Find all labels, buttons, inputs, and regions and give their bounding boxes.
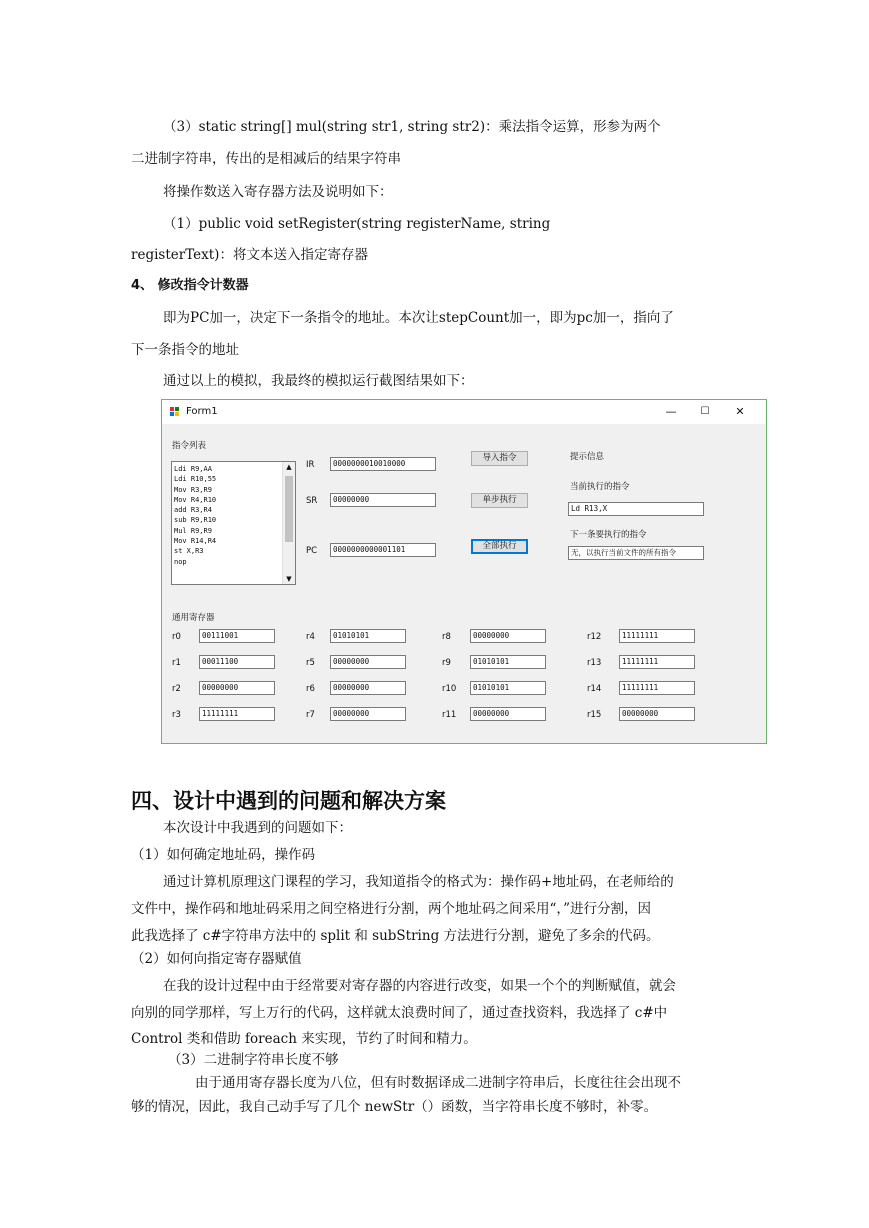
subheading-pc: 4、 修改指令计数器 [131,278,249,293]
answer-1-line-2: 文件中，操作码和地址码采用之间空格进行分割，两个地址码之间采用“，”进行分割，因 [131,901,652,917]
next-instruction-field[interactable]: 无，以执行当前文件的所有指令 [568,546,704,560]
current-instruction-label: 当前执行的指令 [570,482,630,492]
close-icon[interactable]: ✕ [735,405,745,418]
register-field-r14[interactable]: 11111111 [619,681,695,695]
register-field-r9[interactable]: 01010101 [470,655,546,669]
answer-1-line-3: 此我选择了 c#字符串方法中的 split 和 subString 方法进行分割，避免了多余的代码。 [131,928,660,944]
para-operand-intro: 将操作数送入寄存器方法及说明如下： [163,184,393,200]
scroll-up-icon[interactable]: ▲ [286,463,292,471]
para-mul-signature: （3）static string[] mul(string str1, string str2)：乘法指令运算，形参为两个 [163,119,661,135]
instruction-listbox[interactable] [171,461,296,585]
register-label-r8: r8 [442,632,451,642]
minimize-icon[interactable]: — [665,405,677,418]
ir-label: IR [306,460,315,470]
register-label-r12: r12 [587,632,602,642]
instruction-item[interactable]: st X,R3 [174,547,204,556]
pc-label: PC [306,546,318,556]
instruction-item[interactable]: sub R9,R10 [174,516,217,525]
question-2: （2）如何向指定寄存器赋值 [131,951,302,967]
register-field-r6[interactable]: 00000000 [330,681,406,695]
instruction-item[interactable]: add R3,R4 [174,506,212,515]
register-field-r0[interactable]: 00111001 [199,629,275,643]
answer-3-line-2: 够的情况，因此，我自己动手写了几个 newStr（）函数，当字符串长度不够时，补零。 [131,1099,658,1115]
register-label-r3: r3 [172,710,181,720]
instruction-item[interactable]: Mov R3,R9 [174,485,212,494]
register-label-r5: r5 [306,658,315,668]
register-field-r4[interactable]: 01010101 [330,629,406,643]
para-mul-desc: 二进制字符串，传出的是相减后的结果字符串 [131,151,401,167]
instruction-item[interactable]: Mul R9,R9 [174,526,212,535]
register-label-r11: r11 [442,710,457,720]
instruction-item[interactable]: Ldi R10,55 [174,475,217,484]
pc-field[interactable]: 0000000000001101 [330,543,436,557]
listbox-scrollbar[interactable] [282,462,295,584]
register-field-r3[interactable]: 11111111 [199,707,275,721]
register-field-r7[interactable]: 00000000 [330,707,406,721]
register-label-r2: r2 [172,684,181,694]
para-setregister-signature: （1）public void setRegister(string registerName, string [163,216,551,232]
scroll-thumb[interactable] [285,476,293,542]
answer-2-line-3: Control 类和借助 foreach 来实现，节约了时间和精力。 [131,1031,477,1047]
register-label-r4: r4 [306,632,315,642]
instruction-item[interactable]: nop [174,557,187,566]
question-1: （1）如何确定地址码，操作码 [131,847,316,863]
section-heading: 四、设计中遇到的问题和解决方案 [131,789,446,813]
form1-titlebar [162,400,766,424]
register-label-r0: r0 [172,632,181,642]
sr-field[interactable]: 00000000 [330,493,436,507]
register-field-r12[interactable]: 11111111 [619,629,695,643]
answer-3-line-1: 由于通用寄存器长度为八位，但有时数据译成二进制字符串后，长度往往会出现不 [195,1075,681,1091]
register-label-r15: r15 [587,710,602,720]
sr-label: SR [306,496,318,506]
answer-1-line-1: 通过计算机原理这门课程的学习，我知道指令的格式为：操作码+地址码，在老师给的 [163,874,674,890]
instruction-item[interactable]: Ldi R9,AA [174,465,212,473]
answer-2-line-1: 在我的设计过程中由于经常要对寄存器的内容进行改变，如果一个个的判断赋值，就会 [163,978,676,994]
hint-label: 提示信息 [570,452,605,462]
register-label-r6: r6 [306,684,315,694]
register-label-r9: r9 [442,658,451,668]
register-field-r5[interactable]: 00000000 [330,655,406,669]
register-field-r1[interactable]: 00011100 [199,655,275,669]
register-label-r14: r14 [587,684,602,694]
register-label-r13: r13 [587,658,602,668]
import-instructions-button[interactable]: 导入指令 [471,451,528,466]
register-field-r2[interactable]: 00000000 [199,681,275,695]
current-instruction-field[interactable]: Ld R13,X [568,502,704,516]
maximize-icon[interactable]: ☐ [700,406,710,417]
question-3: （3）二进制字符串长度不够 [168,1052,339,1068]
register-field-r10[interactable]: 01010101 [470,681,546,695]
register-label-r7: r7 [306,710,315,720]
form1-screenshot [161,399,767,744]
instruction-item[interactable]: Mov R14,R4 [174,537,217,546]
answer-2-line-2: 向别的同学那样，写上万行的代码，这样就太浪费时间了，通过查找资料，我选择了 c#中 [131,1005,668,1021]
ir-field[interactable]: 0000000010010000 [330,457,436,471]
register-field-r8[interactable]: 00000000 [470,629,546,643]
register-field-r13[interactable]: 11111111 [619,655,695,669]
form-app-icon [170,407,180,416]
register-field-r11[interactable]: 00000000 [470,707,546,721]
instruction-list-label: 指令列表 [172,441,207,451]
run-all-button[interactable]: 全部执行 [471,539,528,554]
instruction-item[interactable]: Mov R4,R10 [174,495,217,504]
register-label-r1: r1 [172,658,181,668]
next-instruction-label: 下一条要执行的指令 [570,530,647,540]
window-title: Form1 [186,406,218,417]
register-field-r15[interactable]: 00000000 [619,707,695,721]
step-execute-button[interactable]: 单步执行 [471,493,528,508]
para-screenshot-intro: 通过以上的模拟，我最终的模拟运行截图结果如下： [163,373,474,389]
register-label-r10: r10 [442,684,457,694]
para-pc-1: 即为PC加一，决定下一条指令的地址。本次让stepCount加一，即为pc加一，指向了 [163,310,674,326]
para-setregister-desc: registerText)：将文本送入指定寄存器 [131,247,368,263]
general-registers-label: 通用寄存器 [172,613,215,623]
para-pc-2: 下一条指令的地址 [131,342,239,358]
scroll-down-icon[interactable]: ▼ [286,575,292,583]
problems-intro: 本次设计中我遇到的问题如下： [163,820,352,836]
